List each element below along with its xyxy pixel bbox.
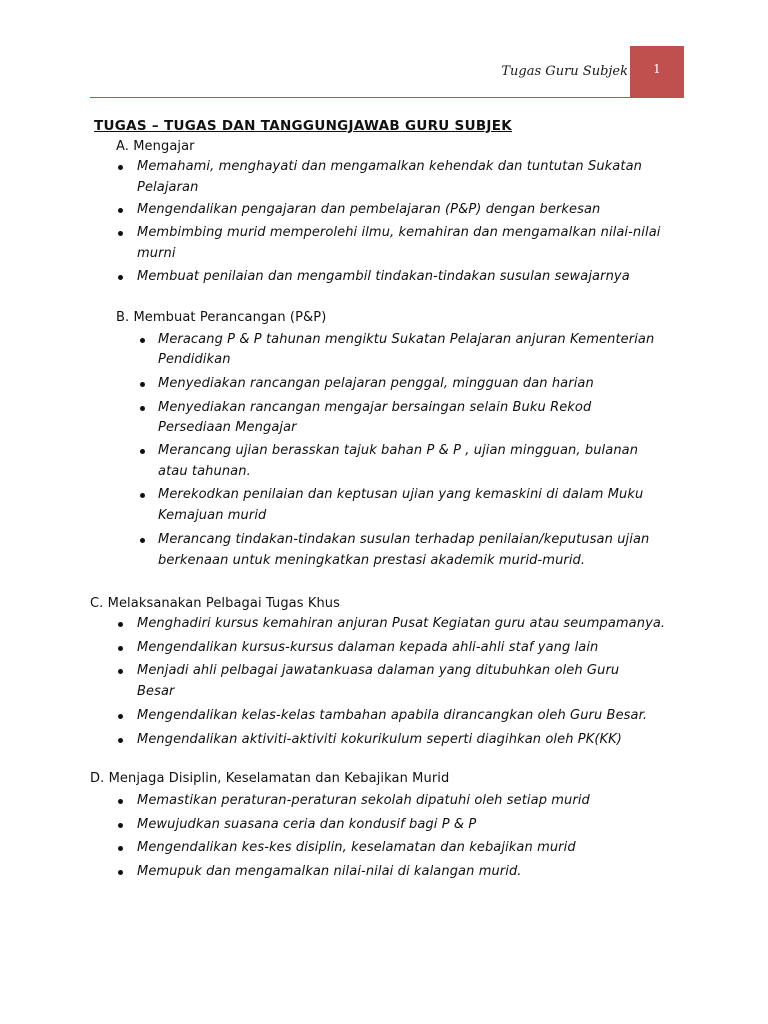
header-title: Tugas Guru Subjek — [501, 64, 628, 79]
list-item-text: Merekodkan penilaian dan keptusan ujian yang kemaskini di dalam Muku — [158, 487, 644, 502]
list-item-text: Mengendalikan aktiviti-aktiviti kokurikulum seperti diagihkan oleh PK(KK) — [137, 732, 622, 747]
list-item-text: berkenaan untuk meningkatkan prestasi akademik murid-murid. — [158, 553, 586, 568]
list-item-text: Menyediakan rancangan pelajaran penggal, mingguan dan harian — [158, 376, 594, 391]
list-item-text: Pendidikan — [158, 352, 231, 367]
section-heading: A. Mengajar — [116, 139, 195, 154]
bullet-icon — [118, 669, 123, 674]
bullet-icon — [118, 275, 123, 280]
bullet-icon — [118, 823, 123, 828]
bullet-icon — [140, 493, 145, 498]
bullet-icon — [118, 231, 123, 236]
document-title: TUGAS – TUGAS DAN TANGGUNGJAWAB GURU SUBJEK — [94, 118, 513, 134]
bullet-icon — [118, 738, 123, 743]
bullet-icon — [140, 449, 145, 454]
list-item-text: Menghadiri kursus kemahiran anjuran Pusat Kegiatan guru atau seumpamanya. — [137, 616, 666, 631]
bullet-icon — [140, 406, 145, 411]
list-item-text: Menyediakan rancangan mengajar bersaingan selain Buku Rekod — [158, 400, 592, 415]
list-item-text: Mengendalikan pengajaran dan pembelajaran (P&P) dengan berkesan — [137, 202, 601, 217]
bullet-icon — [118, 870, 123, 875]
list-item-text: Pelajaran — [137, 180, 199, 195]
list-item-text: Meracang P & P tahunan mengiktu Sukatan Pelajaran anjuran Kementerian — [158, 332, 655, 347]
list-item-text: Mengendalikan kursus-kursus dalaman kepada ahli-ahli staf yang lain — [137, 640, 599, 655]
bullet-icon — [118, 622, 123, 627]
bullet-icon — [118, 208, 123, 213]
bullet-icon — [140, 338, 145, 343]
list-item-text: Merancang ujian berasskan tajuk bahan P & P , ujian mingguan, bulanan — [158, 443, 639, 458]
list-item-text: Membimbing murid memperolehi ilmu, kemahiran dan mengamalkan nilai-nilai — [137, 225, 661, 240]
page-number-badge — [630, 46, 684, 98]
bullet-icon — [140, 538, 145, 543]
list-item-text: Memastikan peraturan-peraturan sekolah dipatuhi oleh setiap murid — [137, 793, 590, 808]
list-item-text: Membuat penilaian dan mengambil tindakan-tindakan susulan sewajarnya — [137, 269, 630, 284]
bullet-icon — [140, 382, 145, 387]
list-item-text: Mengendalikan kelas-kelas tambahan apabila dirancangkan oleh Guru Besar. — [137, 708, 648, 723]
section-heading: B. Membuat Perancangan (P&P) — [116, 310, 327, 325]
list-item-text: Merancang tindakan-tindakan susulan terhadap penilaian/keputusan ujian — [158, 532, 650, 547]
bullet-icon — [118, 846, 123, 851]
section-heading: D. Menjaga Disiplin, Keselamatan dan Kebajikan Murid — [90, 771, 450, 786]
header-rule — [90, 97, 630, 98]
list-item-text: Persediaan Mengajar — [158, 420, 297, 435]
list-item-text: Mewujudkan suasana ceria dan kondusif bagi P & P — [137, 817, 477, 832]
list-item-text: Besar — [137, 684, 175, 699]
page-number: 1 — [653, 62, 661, 76]
bullet-icon — [118, 646, 123, 651]
list-item-text: murni — [137, 246, 176, 261]
list-item-text: atau tahunan. — [158, 464, 251, 479]
bullet-icon — [118, 799, 123, 804]
list-item-text: Mengendalikan kes-kes disiplin, keselamatan dan kebajikan murid — [137, 840, 576, 855]
list-item-text: Memahami, menghayati dan mengamalkan kehendak dan tuntutan Sukatan — [137, 159, 642, 174]
section-heading: C. Melaksanakan Pelbagai Tugas Khus — [90, 596, 341, 611]
bullet-icon — [118, 714, 123, 719]
list-item-text: Menjadi ahli pelbagai jawatankuasa dalaman yang ditubuhkan oleh Guru — [137, 663, 620, 678]
page-header — [0, 0, 768, 100]
list-item-text: Kemajuan murid — [158, 508, 267, 523]
bullet-icon — [118, 165, 123, 170]
list-item-text: Memupuk dan mengamalkan nilai-nilai di kalangan murid. — [137, 864, 522, 879]
